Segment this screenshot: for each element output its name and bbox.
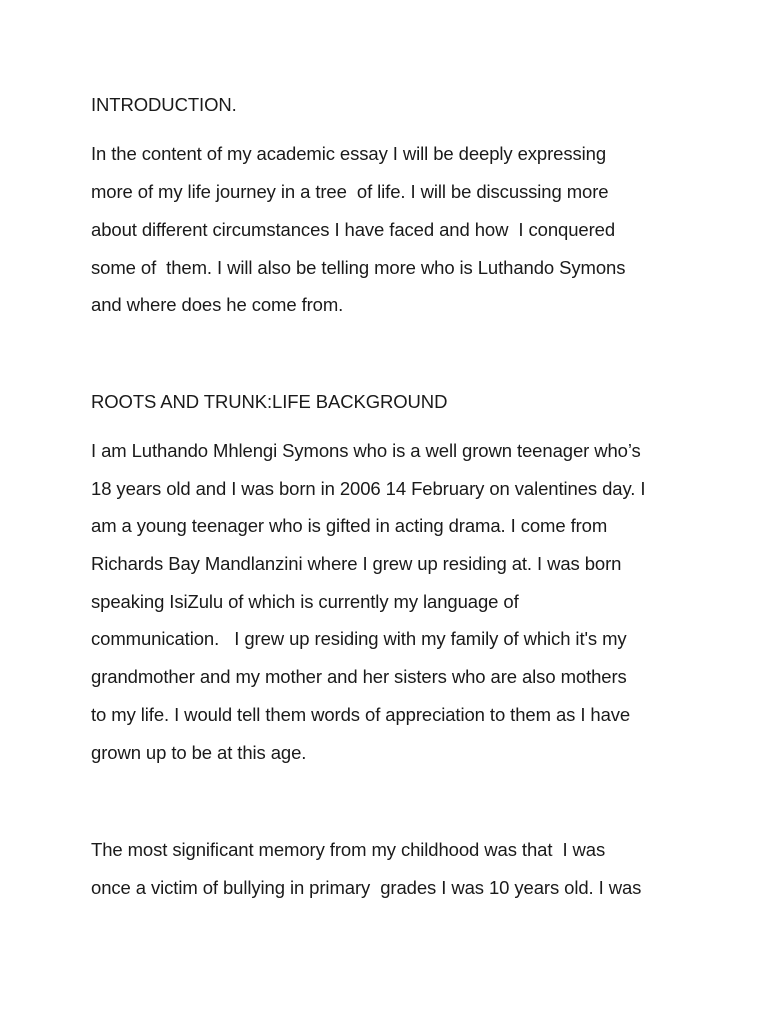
paragraph-line: and where does he come from.: [91, 294, 344, 315]
paragraph-line: speaking IsiZulu of which is currently my language of: [91, 591, 519, 612]
paragraph-line: Richards Bay Mandlanzini where I grew up residing at. I was born: [91, 553, 622, 574]
paragraph-line: about different circumstances I have faced and how I conquered: [91, 219, 616, 240]
paragraph-line: more of my life journey in a tree of life. I will be discussing more: [91, 181, 609, 202]
section-heading-roots-and-trunk: ROOTS AND TRUNK:LIFE BACKGROUND: [91, 391, 448, 412]
paragraph-line: The most significant memory from my childhood was that I was: [91, 839, 606, 860]
paragraph-line: I am Luthando Mhlengi Symons who is a well grown teenager who’s: [91, 440, 641, 461]
paragraph-line: once a victim of bullying in primary grades I was 10 years old. I was: [91, 877, 642, 898]
paragraph-line: 18 years old and I was born in 2006 14 February on valentines day. I: [91, 478, 646, 499]
paragraph-line: am a young teenager who is gifted in acting drama. I come from: [91, 515, 608, 536]
paragraph-line: grown up to be at this age.: [91, 742, 307, 763]
paragraph-line: In the content of my academic essay I will be deeply expressing: [91, 143, 607, 164]
paragraph-line: some of them. I will also be telling more who is Luthando Symons: [91, 257, 626, 278]
paragraph-line: grandmother and my mother and her sisters who are also mothers: [91, 666, 627, 687]
paragraph-line: to my life. I would tell them words of appreciation to them as I have: [91, 704, 631, 725]
paragraph-line: communication. I grew up residing with my family of which it's my: [91, 628, 627, 649]
section-heading-introduction: INTRODUCTION.: [91, 94, 237, 115]
